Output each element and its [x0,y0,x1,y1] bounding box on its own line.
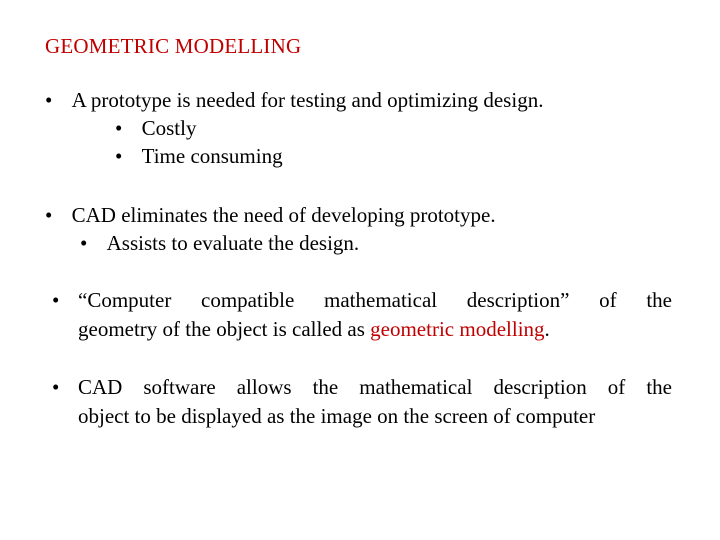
bullet-glyph: • [80,231,88,255]
sub-bullet-text: Costly [141,116,197,140]
bullet-point-3-line-1: “Computer compatible mathematical description” of the [78,288,672,312]
bullet-glyph: • [52,375,60,399]
highlight-term: geometric modelling [370,317,545,341]
bullet-glyph: • [45,88,53,112]
bullet-point-3-line-2 [78,317,550,342]
bullet-point-4-glyph [52,375,59,400]
bullet-point-4-line-2: object to be displayed as the image on the screen of computer [78,404,596,428]
sub-bullet-time-consuming [115,144,283,169]
bullet-glyph: • [115,116,123,140]
bullet-glyph: • [45,203,53,227]
line-text: geometry of the object is called as [78,317,371,341]
bullet-glyph: • [52,288,60,312]
bullet-text: CAD eliminates the need of developing prototype. [71,203,496,227]
sub-bullet-text: Time consuming [141,144,283,168]
sub-bullet-text: Assists to evaluate the design. [106,231,360,255]
bullet-point-2 [45,203,496,228]
slide-title: GEOMETRIC MODELLING [45,34,302,58]
bullet-glyph: • [115,144,123,168]
sub-bullet-assists [80,231,359,256]
bullet-text: A prototype is needed for testing and optimizing design. [71,88,544,112]
bullet-point-3-glyph [52,288,59,313]
sub-bullet-costly [115,116,196,141]
bullet-point-1 [45,88,543,113]
bullet-point-4-line-1: CAD software allows the mathematical description of the [78,375,672,399]
line-text: . [544,317,550,341]
